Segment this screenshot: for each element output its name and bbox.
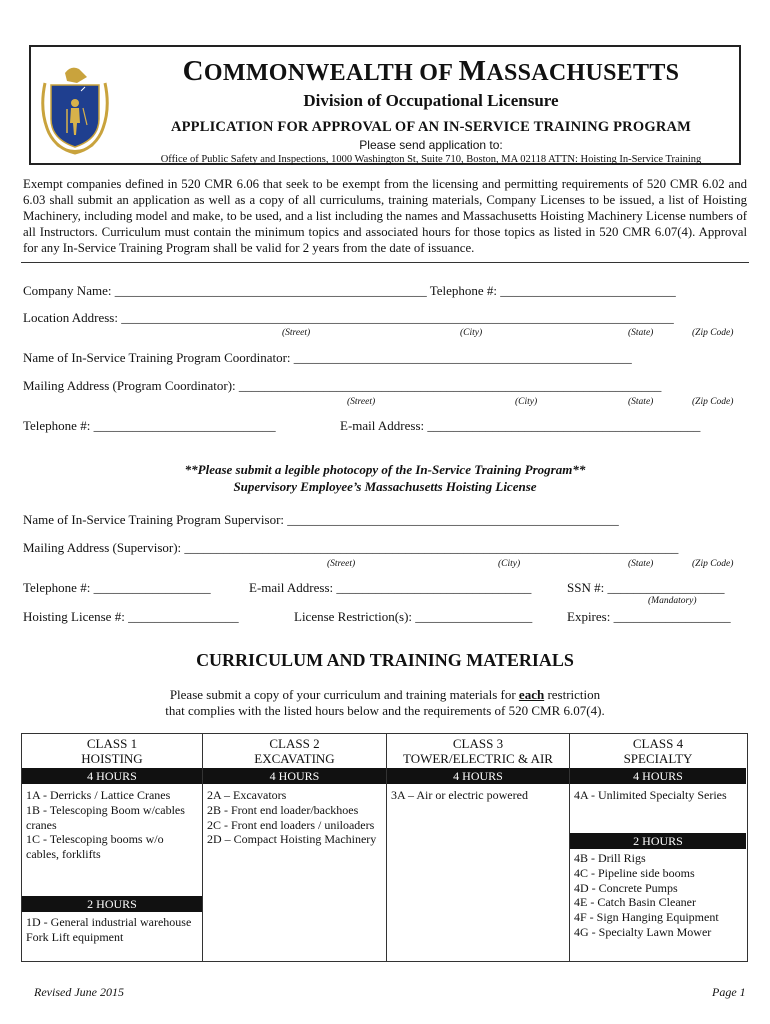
class-2-column <box>203 734 387 961</box>
supervisor-email-field[interactable]: E-mail Address: ______________________________ <box>249 580 532 595</box>
company-name-field[interactable]: Company Name: ________________________________________________ Telephone #: ___________________________ <box>23 283 676 298</box>
class-header: CLASS 3 TOWER/ELECTRIC & AIR <box>403 736 553 766</box>
class-4-column <box>570 734 746 961</box>
hours-bar: 4 HOURS <box>22 768 202 784</box>
application-title: APPLICATION FOR APPROVAL OF AN IN-SERVICE TRAINING PROGRAM <box>170 119 692 135</box>
hours-bar: 4 HOURS <box>203 768 386 784</box>
hours-bar: 2 HOURS <box>570 833 746 849</box>
state-label: (State) <box>628 328 654 338</box>
page-number: Page 1 <box>712 985 746 999</box>
class-1-column <box>22 734 203 961</box>
hours-bar: 4 HOURS <box>387 768 569 784</box>
massachusetts-seal-icon <box>37 61 113 157</box>
curriculum-instructions-line2: that complies with the listed hours below and the requirements of 520 CMR 6.07(4). <box>165 703 605 718</box>
class-hours-table <box>21 733 748 962</box>
class-items: 1A - Derricks / Lattice Cranes 1B - Telescoping Boom w/cables cranes 1C - Telescoping booms w/o cables, forklifts <box>26 788 185 862</box>
location-address-field[interactable]: Location Address: _____________________________________________________________________________________ <box>23 310 674 325</box>
city-label: (City) <box>460 328 483 338</box>
photocopy-note: **Please submit a legible photocopy of the In-Service Training Program** <box>184 462 586 477</box>
hours-bar: 2 HOURS <box>22 896 202 912</box>
telephone-field[interactable]: Telephone #: ____________________________ <box>23 418 276 433</box>
zip-label: (Zip Code) <box>692 397 734 407</box>
supervisor-name-field[interactable]: Name of In-Service Training Program Supervisor: ___________________________________________________ <box>23 512 619 527</box>
class-header: CLASS 1 HOISTING <box>81 736 143 766</box>
street-label: (Street) <box>327 559 356 569</box>
class-header: CLASS 4 SPECIALTY <box>623 736 693 766</box>
class-header: CLASS 2 EXCAVATING <box>254 736 335 766</box>
class-3-column <box>387 734 570 961</box>
city-label: (City) <box>498 559 521 569</box>
license-restriction-field[interactable]: License Restriction(s): __________________ <box>294 609 533 624</box>
supervisor-mailing-field[interactable]: Mailing Address (Supervisor): ____________________________________________________________________________ <box>23 540 679 555</box>
header-box <box>29 45 741 165</box>
coordinator-name-field[interactable]: Name of In-Service Training Program Coordinator: ____________________________________________________ <box>23 350 632 365</box>
coordinator-mailing-field[interactable]: Mailing Address (Program Coordinator): _________________________________________________________________ <box>23 378 662 393</box>
class-items: 2A – Excavators 2B - Front end loader/backhoes 2C - Front end loaders / uniloaders 2D – Compact Hoisting Machinery <box>207 788 377 847</box>
send-to-label: Please send application to: <box>359 138 503 152</box>
street-label: (Street) <box>282 328 311 338</box>
expires-field[interactable]: Expires: __________________ <box>567 609 731 624</box>
state-label: (State) <box>628 559 654 569</box>
mandatory-label: (Mandatory) <box>648 596 697 606</box>
email-field[interactable]: E-mail Address: __________________________________________ <box>340 418 701 433</box>
commonwealth-title: COMMONWEALTH OF MASSACHUSETTS <box>182 55 680 87</box>
revised-date: Revised June 2015 <box>34 985 124 999</box>
license-note: Supervisory Employee’s Massachusetts Hoisting License <box>233 479 537 494</box>
zip-label: (Zip Code) <box>692 328 734 338</box>
intro-paragraph: Exempt companies defined in 520 CMR 6.06 that seek to be exempt from the licensing and permitting requirements of 520 CMR 6.02 and 6.03 shall submit an application as well as a copy of all curriculums, training materials, Company Licenses to be issued, a list of Hoisting Machinery, including model and make, to be used, and a list including the names and Massachusetts Hoisting Machinery License numbers of all Instructors. Curriculum must contain the minimum topics and associated hours for those topics as listed in 520 CMR 6.07(4). Approval for any In-Service Training Program shall be valid for 2 years from the date of issuance. <box>23 177 747 255</box>
class-items: 4B - Drill Rigs 4C - Pipeline side booms 4D - Concrete Pumps 4E - Catch Basin Cleaner 4F - Sign Hanging Equipment 4G - Specialty Lawn Mower <box>574 851 719 939</box>
curriculum-instructions: Please submit a copy of your curriculum and training materials for each restriction <box>169 687 601 702</box>
division-title: Division of Occupational Licensure <box>303 91 559 110</box>
zip-label: (Zip Code) <box>692 559 734 569</box>
city-label: (City) <box>515 397 538 407</box>
curriculum-title: CURRICULUM AND TRAINING MATERIALS <box>196 650 574 670</box>
hoisting-license-field[interactable]: Hoisting License #: _________________ <box>23 609 239 624</box>
class-items: 4A - Unlimited Specialty Series <box>574 788 727 802</box>
state-label: (State) <box>628 397 654 407</box>
hours-bar: 4 HOURS <box>570 768 746 784</box>
ssn-field[interactable]: SSN #: __________________ <box>567 580 725 595</box>
supervisor-telephone-field[interactable]: Telephone #: __________________ <box>23 580 211 595</box>
street-label: (Street) <box>347 397 376 407</box>
office-address: Office of Public Safety and Inspections, 1000 Washington St, Suite 710, Boston, MA 02118 ATTN: Hoisting In-Service Training <box>160 154 702 165</box>
divider <box>21 262 749 263</box>
class-items: 3A – Air or electric powered <box>391 788 528 802</box>
class-items: 1D - General industrial warehouse Fork Lift equipment <box>26 915 192 944</box>
